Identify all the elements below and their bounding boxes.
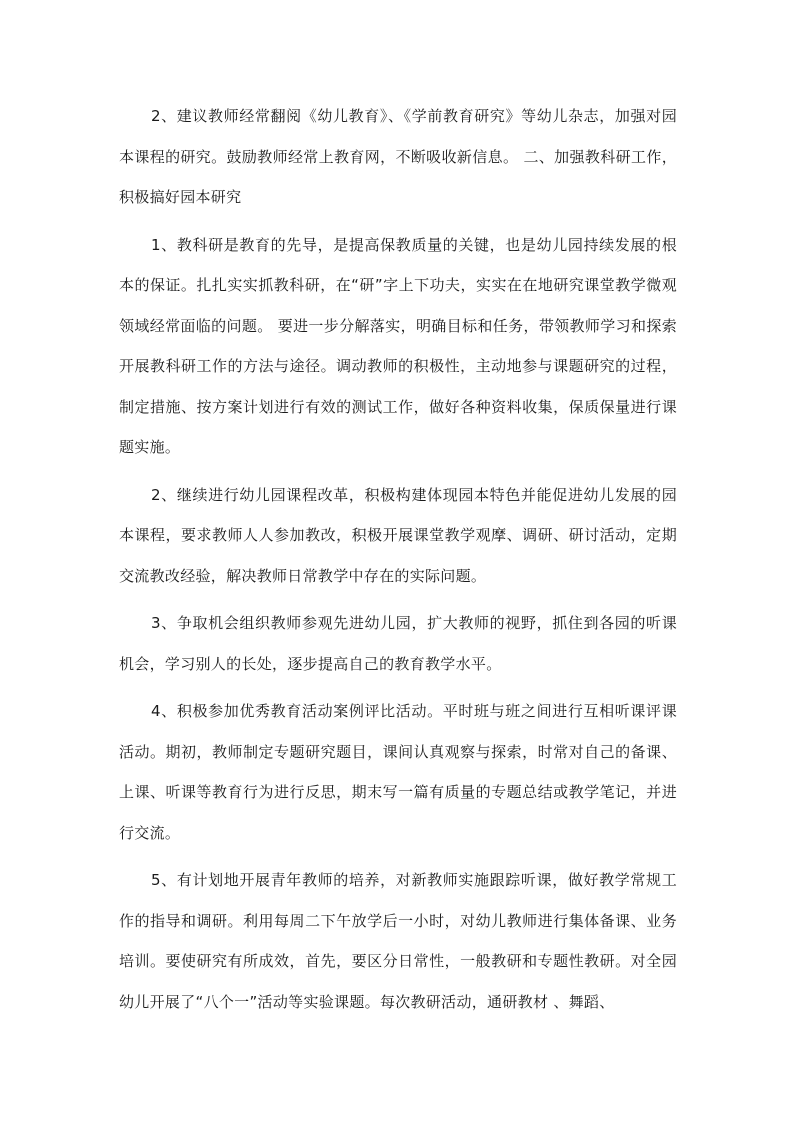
paragraph-2: 1、教科研是教育的先导，是提高保教质量的关键，也是幼儿园持续发展的根本的保证。扎扎实实抓教科研，在“研”字上下功夫，实实在在地研究课堂教学微观领域经常面临的问题。 要进一步分解落实，明确目标和任务，带领教师学习和探索开展教科研工作的方法与途径。调动教师的积极性，主动地参与课题研究的过程，制定措施、按方案计划进行有效的测试工作，做好各种资料收集，保质保量进行课题实施。 [119,235,677,456]
paragraph-3: 2、继续进行幼儿园课程改革，积极构建体现园本特色并能促进幼儿发展的园本课程，要求教师人人参加教改，积极开展课堂教学观摩、调研、研讨活动，定期交流教改经验，解决教师日常教学中存在的实际问题。 [119,485,677,585]
paragraph-6: 5、有计划地开展青年教师的培养，对新教师实施跟踪听课，做好教学常规工作的指导和调研。利用每周二下午放学后一小时，对幼儿教师进行集体备课、业务培训。要使研究有所成效，首先，要区分日常性，一般教研和专题性教研。对全园幼儿开展了“八个一”活动等实验课题。每次教研活动，通研教材 、舞蹈、 [119,871,677,1011]
paragraph-5: 4、积极参加优秀教育活动案例评比活动。平时班与班之间进行互相听课评课活动。期初，教师制定专题研究题目，课间认真观察与探索，时常对自己的备课、上课、听课等教育行为进行反思，期末写一篇有质量的专题总结或教学笔记，并进行交流。 [119,702,677,842]
document-body [119,96,677,1029]
paragraph-1: 2、建议教师经常翻阅《幼儿教育》、《学前教育研究》等幼儿杂志，加强对园本课程的研究。鼓励教师经常上教育网，不断吸收新信息。 二、加强教科研工作，积极搞好园本研究 [119,107,677,206]
paragraph-4: 3、争取机会组织教师参观先进幼儿园，扩大教师的视野，抓住到各园的听课机会，学习别人的长处，逐步提高自己的教育教学水平。 [119,614,677,673]
